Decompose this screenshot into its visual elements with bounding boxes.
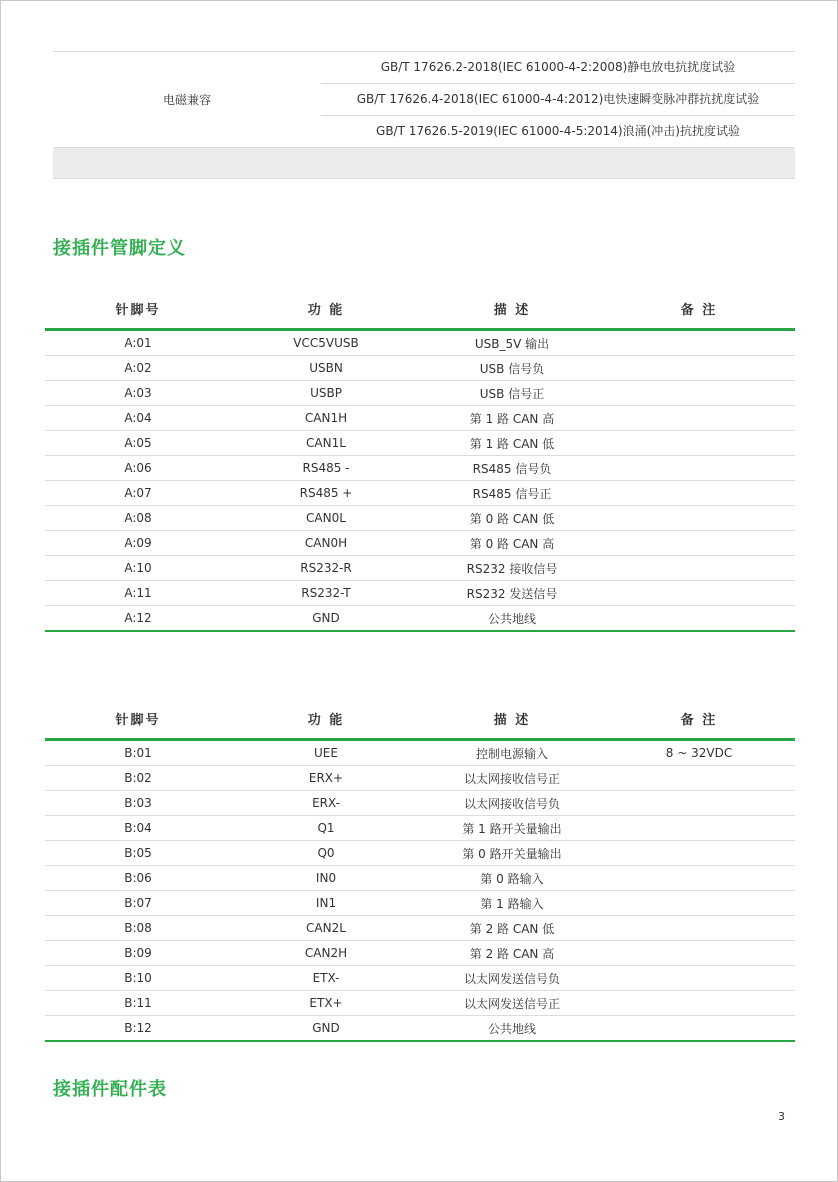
cell-pin: A:07 <box>124 486 152 500</box>
table-row <box>45 406 795 431</box>
cell-description: 以太网发送信号正 <box>463 996 560 1011</box>
cell-pin: A:09 <box>124 536 152 550</box>
table-row <box>45 531 795 556</box>
header-description: 描 述 <box>493 303 531 318</box>
pin-table-b <box>45 699 795 1042</box>
cell-description: USB 信号负 <box>479 361 545 376</box>
pin-table-a <box>45 289 795 632</box>
table-row <box>45 866 795 891</box>
cell-function: CAN1H <box>304 411 348 425</box>
table-row <box>45 481 795 506</box>
header-pin: 针脚号 <box>115 303 161 318</box>
table-row <box>45 456 795 481</box>
cell-pin: B:02 <box>124 771 152 785</box>
cell-description: RS232 发送信号 <box>466 586 558 601</box>
cell-description: 公共地线 <box>487 1021 536 1036</box>
cell-function: UEE <box>314 746 338 760</box>
table-body <box>45 331 795 632</box>
cell-function: USBP <box>310 386 342 400</box>
header-pin: 针脚号 <box>115 713 161 728</box>
cell-function: IN0 <box>315 871 337 885</box>
table-row <box>45 916 795 941</box>
emc-category: 电磁兼容 <box>162 93 211 107</box>
cell-pin: B:11 <box>124 996 152 1010</box>
cell-function: CAN0L <box>306 511 346 525</box>
cell-pin: B:12 <box>124 1021 152 1035</box>
header-note: 备 注 <box>680 303 718 318</box>
table-row <box>45 381 795 406</box>
cell-description: 以太网接收信号负 <box>463 796 560 811</box>
cell-pin: A:11 <box>124 586 152 600</box>
cell-description: RS232 接收信号 <box>466 561 558 576</box>
emc-standard: GB/T 17626.5-2019(IEC 61000-4-5:2014)浪涌(冲击)抗扰度试验 <box>376 124 740 138</box>
header-function: 功 能 <box>307 303 345 318</box>
cell-function: ERX- <box>312 796 340 810</box>
cell-pin: B:05 <box>124 846 152 860</box>
cell-pin: A:03 <box>124 386 152 400</box>
cell-pin: A:02 <box>124 361 152 375</box>
cell-function: ERX+ <box>308 771 344 785</box>
table-body <box>45 741 795 1042</box>
section-title-parts: 接插件配件表 <box>53 1079 167 1100</box>
header-function: 功 能 <box>307 713 345 728</box>
emc-row-group <box>53 52 795 148</box>
cell-function: CAN1L <box>306 436 346 450</box>
cell-function: CAN2L <box>306 921 346 935</box>
table-row <box>45 791 795 816</box>
cell-description: 第 0 路输入 <box>480 871 544 886</box>
cell-pin: B:03 <box>124 796 152 810</box>
cell-description: 第 0 路 CAN 低 <box>469 511 555 526</box>
table-row <box>45 356 795 381</box>
emc-table <box>53 51 795 179</box>
header-note: 备 注 <box>680 713 718 728</box>
table-row <box>45 431 795 456</box>
cell-function: VCC5VUSB <box>293 336 359 350</box>
cell-description: 第 1 路输入 <box>480 896 544 911</box>
table-row <box>45 331 795 356</box>
table-row <box>45 966 795 991</box>
cell-function: Q1 <box>317 821 335 835</box>
cell-function: IN1 <box>315 896 337 910</box>
cell-description: 第 0 路开关量输出 <box>462 846 562 861</box>
table-row <box>45 1016 795 1042</box>
cell-description: 第 2 路 CAN 高 <box>469 946 555 961</box>
cell-pin: A:12 <box>124 611 152 625</box>
table-row <box>45 766 795 791</box>
cell-function: ETX+ <box>309 996 343 1010</box>
table-row <box>45 941 795 966</box>
cell-description: RS485 信号负 <box>472 461 552 476</box>
table-row <box>45 606 795 632</box>
cell-function: GND <box>312 611 340 625</box>
emc-gray-row <box>53 148 795 179</box>
cell-pin: B:09 <box>124 946 152 960</box>
cell-pin: A:04 <box>124 411 152 425</box>
table-row <box>45 741 795 766</box>
cell-function: CAN0H <box>304 536 348 550</box>
cell-description: USB 信号正 <box>479 386 545 401</box>
cell-description: 控制电源输入 <box>475 746 548 761</box>
cell-function: GND <box>312 1021 340 1035</box>
emc-standard: GB/T 17626.4-2018(IEC 61000-4-4:2012)电快速瞬变脉冲群抗扰度试验 <box>321 84 795 116</box>
cell-pin: B:10 <box>124 971 152 985</box>
table-header <box>45 289 795 331</box>
cell-pin: B:08 <box>124 921 152 935</box>
table-row <box>45 991 795 1016</box>
cell-pin: B:07 <box>124 896 152 910</box>
cell-pin: A:06 <box>124 461 152 475</box>
table-row <box>45 556 795 581</box>
table-row <box>45 841 795 866</box>
cell-function: Q0 <box>317 846 335 860</box>
cell-pin: A:05 <box>124 436 152 450</box>
table-row <box>45 506 795 531</box>
cell-description: USB_5V 输出 <box>474 336 550 351</box>
cell-description: 第 2 路 CAN 低 <box>469 921 555 936</box>
cell-pin: A:01 <box>124 336 152 350</box>
cell-description: 第 1 路开关量输出 <box>462 821 562 836</box>
cell-description: 以太网发送信号负 <box>463 971 560 986</box>
section-title-pin-definition: 接插件管脚定义 <box>53 238 186 259</box>
cell-function: RS485 + <box>299 486 353 500</box>
cell-function: ETX- <box>312 971 340 985</box>
cell-description: 公共地线 <box>487 611 536 626</box>
cell-function: CAN2H <box>304 946 348 960</box>
cell-pin: B:01 <box>124 746 152 760</box>
emc-standard: GB/T 17626.2-2018(IEC 61000-4-2:2008)静电放电抗扰度试验 <box>321 52 795 84</box>
cell-description: 第 0 路 CAN 高 <box>469 536 555 551</box>
table-row <box>45 581 795 606</box>
emc-standards <box>321 52 795 147</box>
cell-function: RS232-R <box>300 561 352 575</box>
cell-note: 8 ~ 32VDC <box>665 746 733 760</box>
cell-pin: A:08 <box>124 511 152 525</box>
cell-function: RS485 - <box>302 461 350 475</box>
cell-description: RS485 信号正 <box>472 486 552 501</box>
table-header <box>45 699 795 741</box>
cell-description: 第 1 路 CAN 低 <box>469 436 555 451</box>
table-row <box>45 891 795 916</box>
header-description: 描 述 <box>493 713 531 728</box>
cell-description: 以太网接收信号正 <box>463 771 560 786</box>
cell-function: USBN <box>309 361 343 375</box>
cell-pin: B:04 <box>124 821 152 835</box>
page-number: 3 <box>778 1110 785 1123</box>
cell-pin: A:10 <box>124 561 152 575</box>
table-row <box>45 816 795 841</box>
cell-function: RS232-T <box>301 586 351 600</box>
cell-description: 第 1 路 CAN 高 <box>469 411 555 426</box>
cell-pin: B:06 <box>124 871 152 885</box>
